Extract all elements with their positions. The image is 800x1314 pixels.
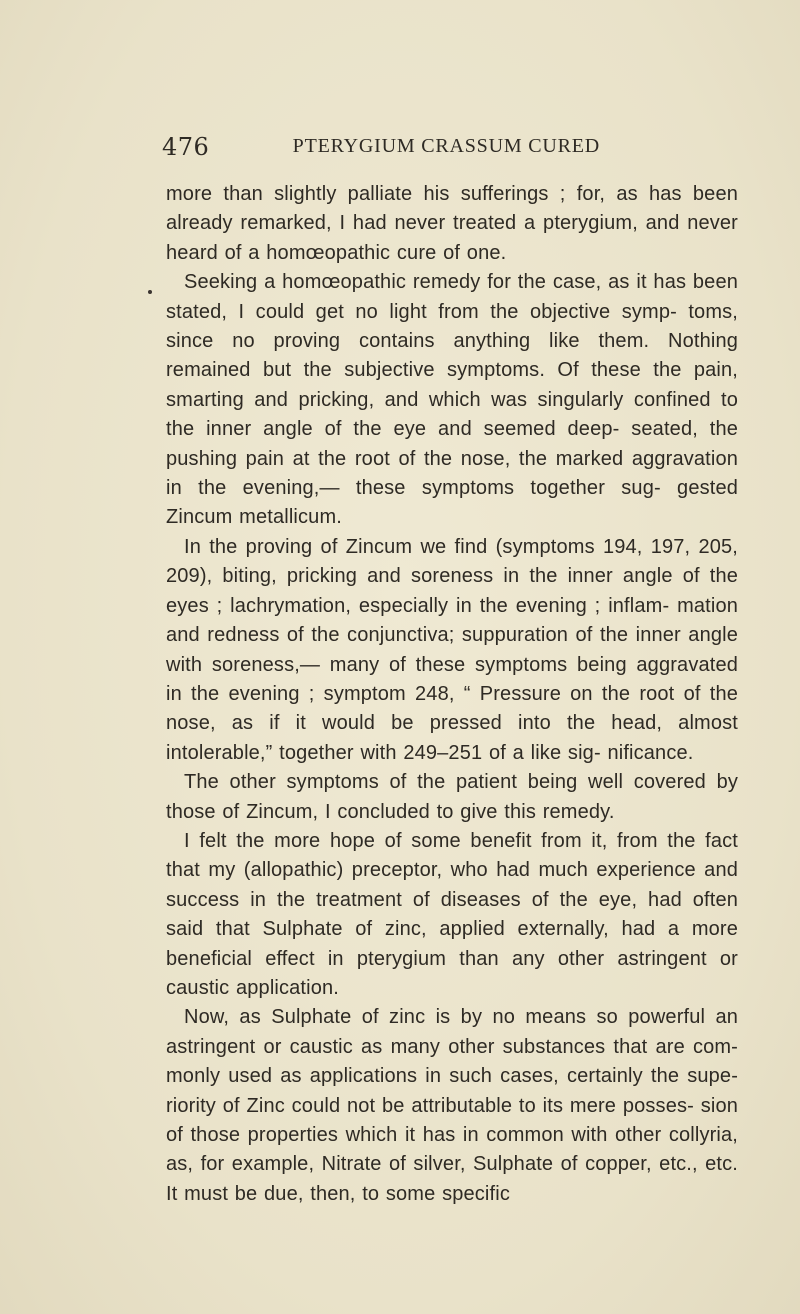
paragraph-1: more than slightly palliate his sufferings ; for, as has been already remarked, I had never treated a pterygium, and never heard of a homœopathic cure of one. (166, 183, 738, 264)
body-text (166, 180, 738, 1209)
page-number: 476 (162, 133, 210, 161)
paragraph-4: The other symptoms of the patient being well covered by those of Zincum, I concluded to give this remedy. (166, 771, 738, 823)
paragraph-2: Seeking a homœopathic remedy for the case, as it has been stated, I could get no light from the objective symp- toms, since no proving contains anything like them. Nothing remained but the subjective symptoms. Of these the pain, smarting and pricking, and which was singularly confined to the inner angle of the eye and seemed deep- seated, the pushing pain at the root of the nose, the marked aggravation in the evening,— these symptoms together sug- gested Zincum metallicum. (166, 271, 738, 529)
paragraph-6: Now, as Sulphate of zinc is by no means so powerful an astringent or caustic as many other substances that are com- monly used as applications in such cases, certainly the supe- riority of Zinc could not be attributable to its mere posses- sion of those properties which it has in common with other collyria, as, for example, Nitrate of silver, Sulphate of copper, etc., etc. It must be due, then, to some specific (166, 1006, 738, 1205)
ink-speck (148, 290, 152, 294)
running-head: PTERYGIUM CRASSUM CURED (292, 135, 600, 157)
page-header (162, 133, 600, 161)
paragraph-5: I felt the more hope of some benefit from it, from the fact that my (allopathic) preceptor, who had much experience and success in the treatment of diseases of the eye, had often said that Sulphate of zinc, applied externally, had a more beneficial effect in pterygium than any other astringent or caustic application. (166, 829, 738, 999)
paragraph-3: In the proving of Zincum we find (symptoms 194, 197, 205, 209), biting, pricking and soreness in the inner angle of the eyes ; lachrymation, especially in the evening ; inflam- mation and redness of the conjunctiva; suppuration of the inner angle with soreness,— many of these symptoms being aggravated in the evening ; symptom 248, “ Pressure on the root of the nose, as if it would be pressed into the head, almost intolerable,” together with 249–251 of a like sig- nificance. (166, 535, 738, 764)
